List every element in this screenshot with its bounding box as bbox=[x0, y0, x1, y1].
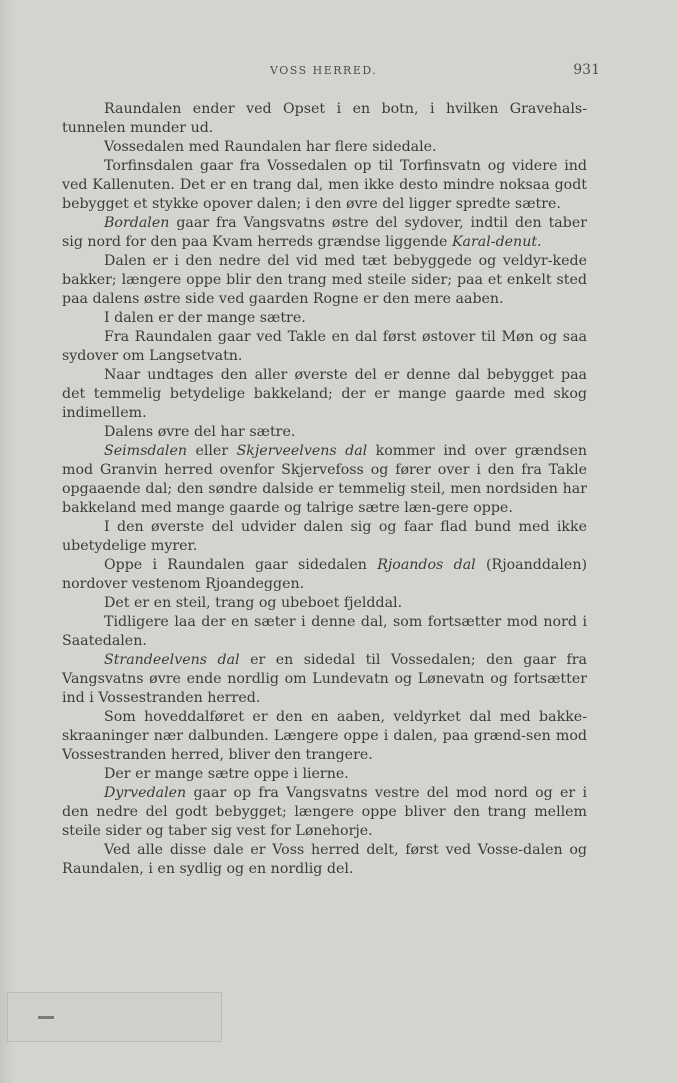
paragraph: Det er en steil, trang og ubeboet fjelddal. bbox=[104, 595, 403, 611]
paragraph: Naar undtages den aller øverste del er denne dal bebygget paa det temmelig betydelige bakkeland; der er mange gaarde med skog indimellem. bbox=[62, 367, 587, 421]
page-edge bbox=[0, 0, 14, 1083]
paragraph: Fra Raundalen gaar ved Takle en dal først østover til Møn og saa sydover om Langsetvatn. bbox=[62, 329, 587, 364]
page-header bbox=[60, 64, 600, 84]
paragraph: Bordalen gaar fra Vangsvatns østre del sydover, indtil den taber sig nord for den paa Kvam herreds grændse liggende Karal-denut. bbox=[62, 215, 587, 250]
stamp-mark bbox=[38, 1016, 54, 1019]
running-title: VOSS HERRED. bbox=[270, 64, 378, 77]
paragraph: Der er mange sætre oppe i lierne. bbox=[104, 766, 349, 782]
paragraph: Dyrvedalen gaar op fra Vangsvatns vestre del mod nord og er i den nedre del godt bebygget; længere oppe bliver den trang mellem steile sider og taber sig vest for Lønehorje. bbox=[62, 785, 587, 839]
paragraph: Som hoveddalføret er den en aaben, veldyrket dal med bakke-skraaninger nær dalbunden. Længere oppe i dalen, paa grænd-sen mod Vossestranden herred, bliver den trangere. bbox=[62, 709, 587, 763]
paragraph: Raundalen ender ved Opset i en botn, i hvilken Gravehals-tunnelen munder ud. bbox=[62, 101, 587, 136]
paragraph: Strandeelvens dal er en sidedal til Vossedalen; den gaar fra Vangsvatns øvre ende nordlig om Lundevatn og Lønevatn og fortsætter ind i Vossestranden herred. bbox=[62, 652, 587, 706]
library-stamp-box bbox=[7, 992, 222, 1042]
paragraph: Ved alle disse dale er Voss herred delt, først ved Vosse-dalen og Raundalen, i en sydlig og en nordlig del. bbox=[62, 842, 587, 877]
paragraph: Vossedalen med Raundalen har flere sidedale. bbox=[104, 139, 437, 155]
paragraph: Oppe i Raundalen gaar sidedalen Rjoandos dal (Rjoanddalen) nordover vestenom Rjoandeggen. bbox=[62, 557, 587, 592]
paragraph: I den øverste del udvider dalen sig og faar flad bund med ikke ubetydelige myrer. bbox=[62, 519, 587, 554]
paragraph: Dalen er i den nedre del vid med tæt bebyggede og veldyr-kede bakker; længere oppe blir den trang med steile sider; paa et enkelt sted paa dalens østre side ved gaarden Rogne er den mere aaben. bbox=[62, 253, 587, 307]
paragraph: Torfinsdalen gaar fra Vossedalen op til Torfinsvatn og videre ind ved Kallenuten. Det er en trang dal, men ikke desto mindre noksaa godt bebygget et stykke opover dalen; i den øvre del ligger spredte sætre. bbox=[62, 158, 587, 212]
body-text bbox=[62, 100, 587, 879]
paragraph: Tidligere laa der en sæter i denne dal, som fortsætter mod nord i Saatedalen. bbox=[62, 614, 587, 649]
paragraph: I dalen er der mange sætre. bbox=[104, 310, 306, 326]
page-number: 931 bbox=[573, 62, 600, 78]
paragraph: Seimsdalen eller Skjerveelvens dal kommer ind over grændsen mod Granvin herred ovenfor Skjervefoss og fører over i den fra Takle opgaaende dal; den søndre dalside er temmelig steil, men nordsiden har bakkeland med mange gaarde og talrige sætre læn-gere oppe. bbox=[62, 443, 587, 516]
paragraph: Dalens øvre del har sætre. bbox=[104, 424, 296, 440]
